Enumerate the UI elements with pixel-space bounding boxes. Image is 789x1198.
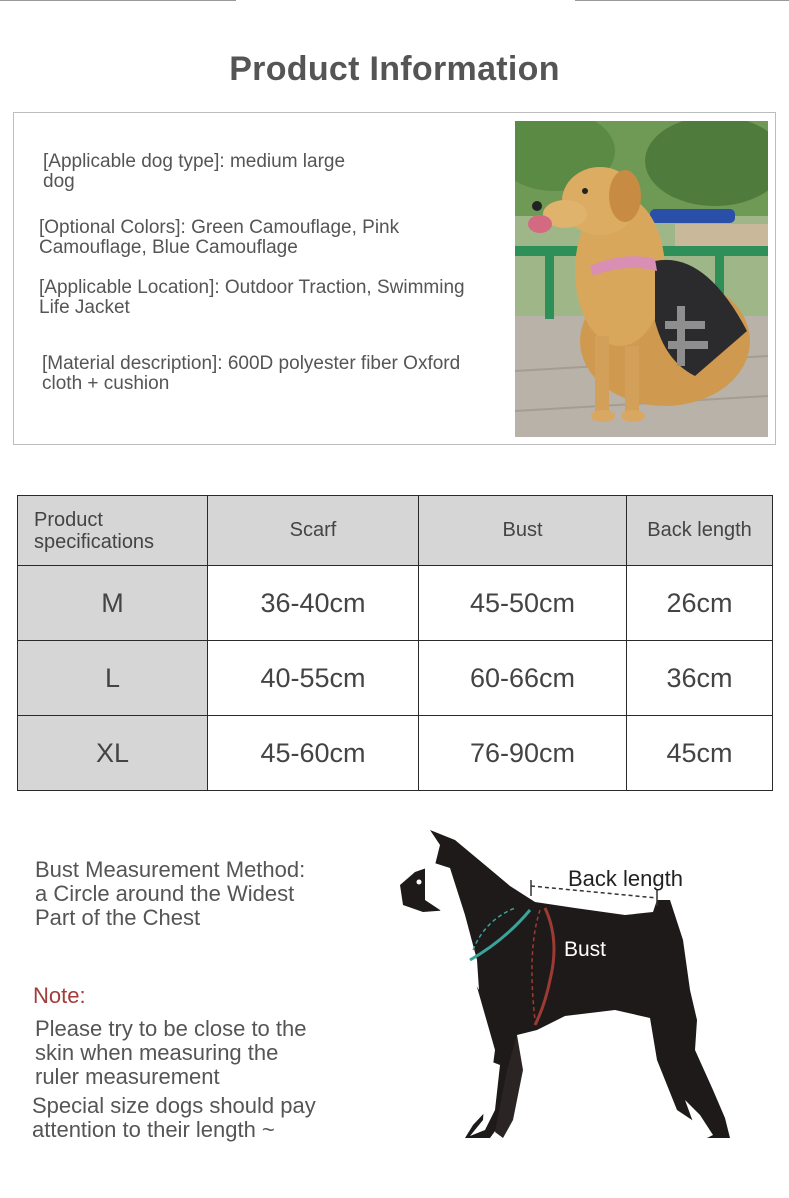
special-line: attention to their length ~	[32, 1117, 275, 1142]
scarf-cell: 40-55cm	[208, 641, 419, 716]
header-scarf: Scarf	[208, 496, 419, 566]
info-material: [Material description]: 600D polyester fiber Oxford	[42, 353, 461, 374]
header-back-length: Back length	[627, 496, 773, 566]
header-bust: Bust	[419, 496, 627, 566]
back-length-label: Back length	[568, 866, 683, 891]
table-header-row	[18, 496, 773, 566]
info-location: [Applicable Location]: Outdoor Traction, Swimming	[39, 277, 465, 298]
back-cell: 36cm	[627, 641, 773, 716]
note-line: ruler measurement	[35, 1064, 220, 1089]
bust-method-line: a Circle around the Widest	[35, 881, 295, 906]
table-row	[18, 641, 773, 716]
top-rule-right	[575, 0, 789, 1]
info-location-cont: Life Jacket	[39, 297, 130, 318]
special-size-text	[32, 1094, 316, 1142]
back-cell: 45cm	[627, 716, 773, 791]
note-text	[35, 1017, 307, 1089]
top-rule-left	[0, 0, 236, 1]
bust-method-line: Bust Measurement Method:	[35, 857, 306, 882]
note-line: Please try to be close to the	[35, 1016, 307, 1041]
info-material-cont: cloth + cushion	[42, 373, 170, 394]
header-specifications: specifications	[34, 530, 155, 553]
info-dog-type-cont: dog	[43, 171, 75, 192]
back-cell: 26cm	[627, 566, 773, 641]
info-colors-cont: Camouflage, Blue Camouflage	[39, 237, 298, 258]
scarf-cell: 36-40cm	[208, 566, 419, 641]
info-dog-type: [Applicable dog type]: medium large	[43, 151, 346, 172]
bust-cell: 45-50cm	[419, 566, 627, 641]
special-line: Special size dogs should pay	[32, 1093, 316, 1118]
size-cell: M	[18, 566, 208, 641]
table-row	[18, 716, 773, 791]
bust-cell: 76-90cm	[419, 716, 627, 791]
table-row	[18, 566, 773, 641]
bust-method-line: Part of the Chest	[35, 905, 201, 930]
bust-cell: 60-66cm	[419, 641, 627, 716]
size-table	[17, 495, 773, 791]
bust-method-text	[35, 858, 305, 930]
info-colors: [Optional Colors]: Green Camouflage, Pink	[39, 217, 400, 238]
scarf-cell: 45-60cm	[208, 716, 419, 791]
note-label: Note:	[33, 983, 86, 1008]
bust-label: Bust	[564, 938, 607, 961]
header-product-spec	[18, 496, 208, 566]
size-cell: XL	[18, 716, 208, 791]
note-line: skin when measuring the	[35, 1040, 279, 1065]
header-product: Product	[34, 508, 103, 531]
size-cell: L	[18, 641, 208, 716]
page-title: Product Information	[229, 50, 560, 88]
product-photo	[515, 121, 768, 437]
